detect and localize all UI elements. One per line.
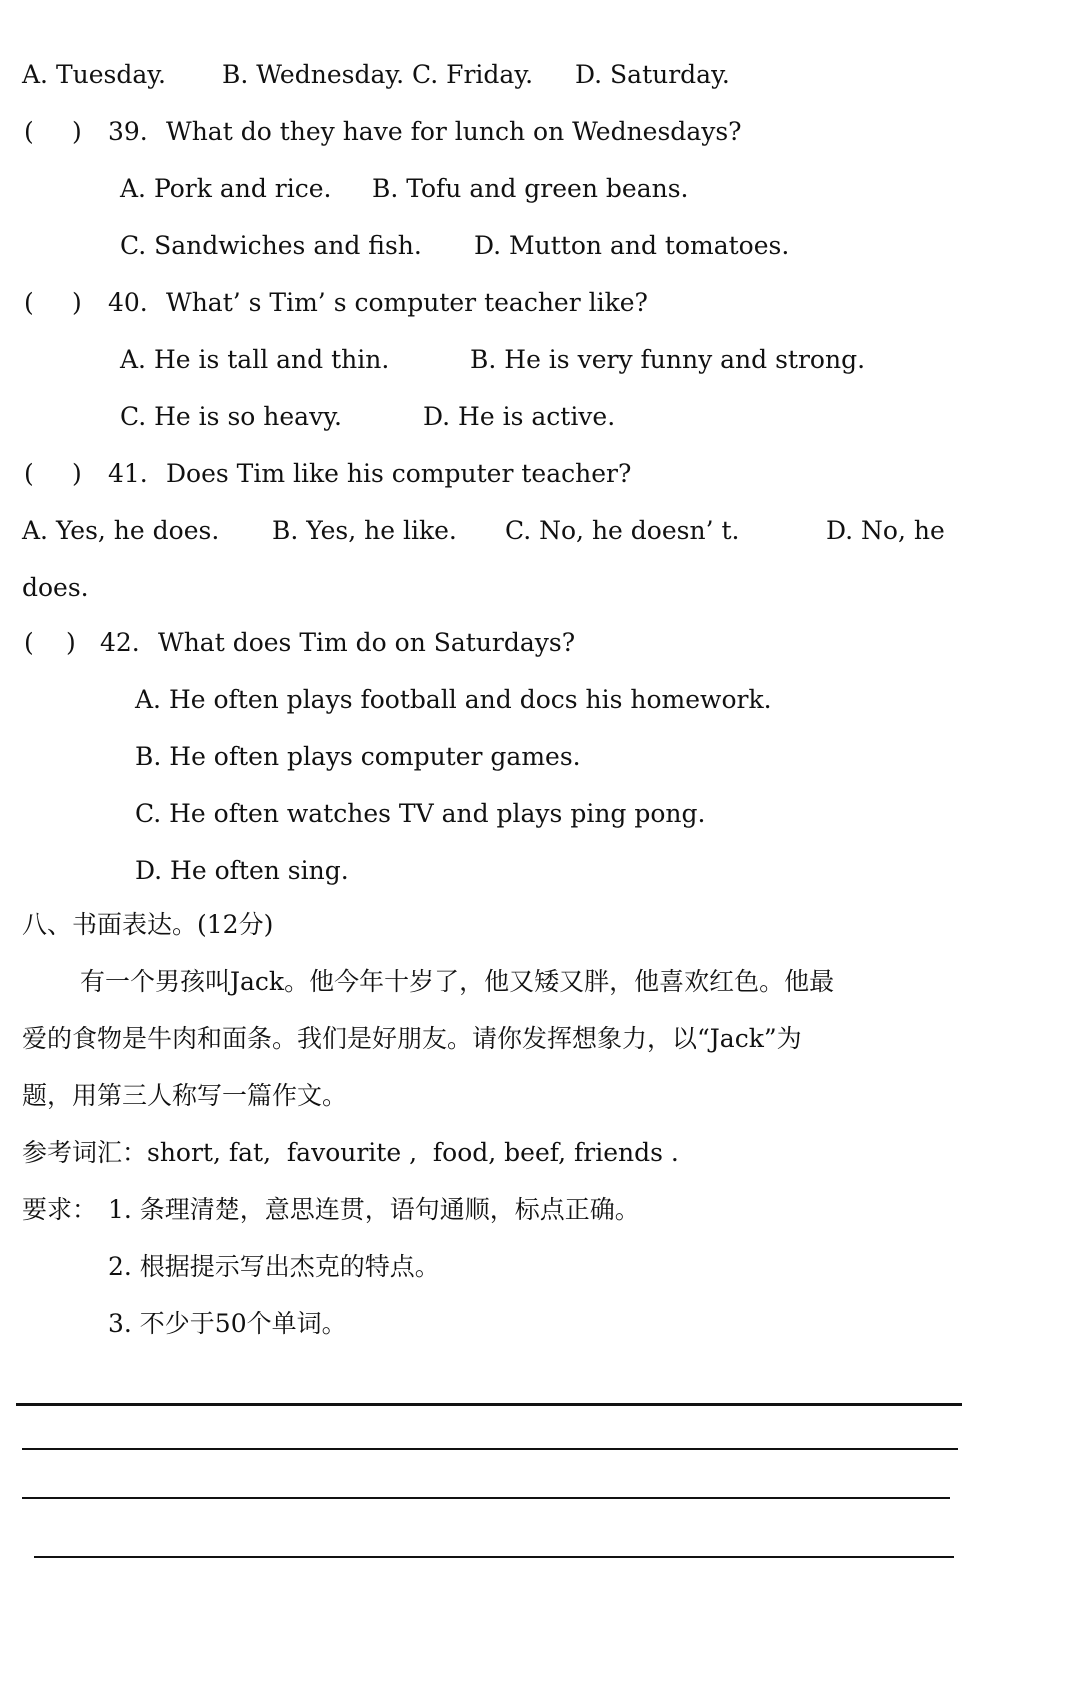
answer-bracket-close: ) [72, 459, 82, 488]
section-heading: 八、书面表达。(12分) [22, 910, 274, 939]
question-text: What do they have for lunch on Wednesdays? [166, 117, 742, 146]
requirement-2: 2. 根据提示写出杰克的特点。 [108, 1252, 440, 1281]
reference-vocabulary: 参考词汇：short, fat, favourite , food, beef, friends . [22, 1138, 679, 1167]
requirement-3: 3. 不少于50个单词。 [108, 1309, 347, 1338]
prompt-line-2: 爱的食物是牛肉和面条。我们是好朋友。请你发挥想象力，以“Jack”为 [22, 1024, 802, 1053]
option-d: D. He often sing. [135, 856, 349, 885]
answer-bracket-open: ( [24, 288, 34, 317]
question-number: 39. [108, 117, 148, 146]
option-a: A. He is tall and thin. [120, 345, 390, 374]
q38-option-c: C. Friday. [412, 60, 534, 89]
question-text: What’ s Tim’ s computer teacher like? [166, 288, 648, 317]
writing-line[interactable] [34, 1556, 954, 1558]
option-d-continued: does. [22, 573, 89, 602]
option-c: C. No, he doesn’ t. [505, 516, 740, 545]
option-c: C. He is so heavy. [120, 402, 342, 431]
question-number: 40. [108, 288, 148, 317]
option-b: B. He is very funny and strong. [470, 345, 866, 374]
option-a: A. Pork and rice. [120, 174, 332, 203]
q38-option-a: A. Tuesday. [22, 60, 167, 89]
answer-bracket-open: ( [24, 459, 34, 488]
option-b: B. Tofu and green beans. [372, 174, 689, 203]
question-text: What does Tim do on Saturdays? [158, 628, 576, 657]
option-d: D. He is active. [423, 402, 616, 431]
option-c: C. He often watches TV and plays ping pong. [135, 799, 706, 828]
option-c: C. Sandwiches and fish. [120, 231, 422, 260]
question-number: 42. [100, 628, 140, 657]
q38-option-b: B. Wednesday. [222, 60, 405, 89]
writing-line[interactable] [22, 1497, 950, 1499]
writing-line[interactable] [16, 1403, 962, 1406]
answer-bracket-close: ) [72, 117, 82, 146]
answer-bracket-close: ) [66, 628, 76, 657]
answer-bracket-open: ( [24, 117, 34, 146]
writing-line[interactable] [22, 1448, 958, 1450]
option-b: B. Yes, he like. [272, 516, 457, 545]
option-a: A. Yes, he does. [22, 516, 220, 545]
requirement-1: 1. 条理清楚，意思连贯，语句通顺，标点正确。 [108, 1195, 640, 1224]
q38-option-d: D. Saturday. [575, 60, 730, 89]
question-text: Does Tim like his computer teacher? [166, 459, 632, 488]
answer-bracket-close: ) [72, 288, 82, 317]
requirements-label: 要求： [22, 1195, 98, 1224]
option-d: D. No, he [826, 516, 945, 545]
question-number: 41. [108, 459, 148, 488]
option-d: D. Mutton and tomatoes. [474, 231, 790, 260]
option-a: A. He often plays football and docs his homework. [135, 685, 772, 714]
prompt-line-3: 题，用第三人称写一篇作文。 [22, 1081, 348, 1110]
answer-bracket-open: ( [24, 628, 34, 657]
option-b: B. He often plays computer games. [135, 742, 581, 771]
prompt-line-1: 有一个男孩叫Jack。他今年十岁了，他又矮又胖，他喜欢红色。他最 [80, 967, 835, 996]
